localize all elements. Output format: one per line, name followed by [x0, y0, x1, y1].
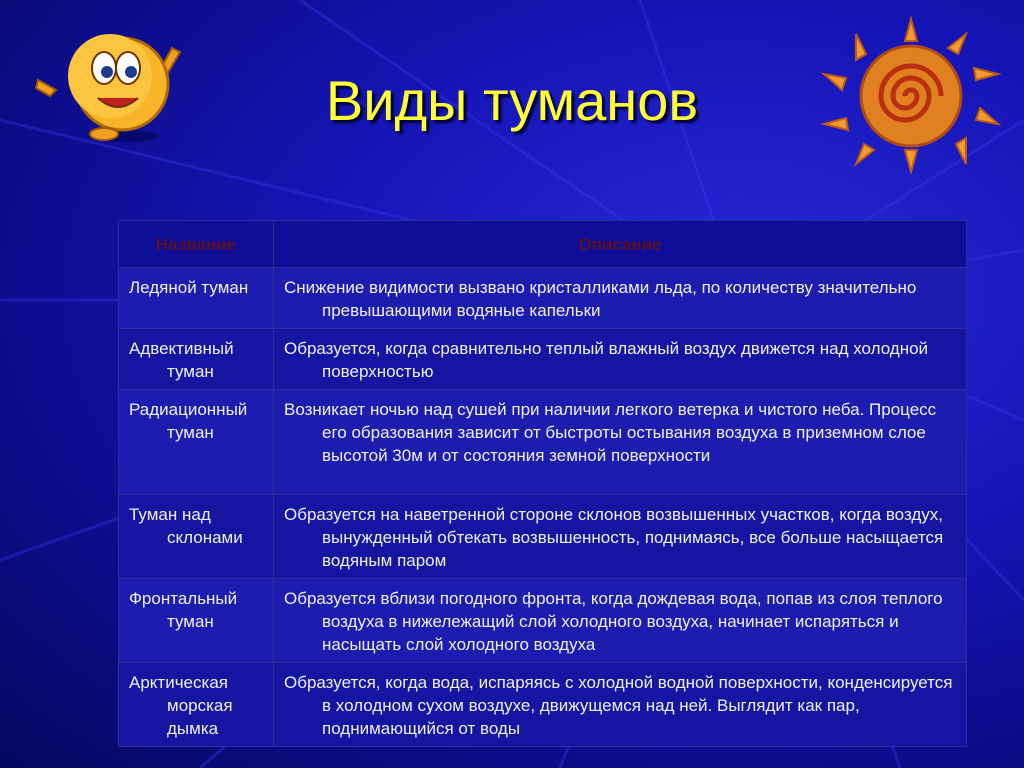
- table-row: [119, 329, 967, 390]
- fog-name-text: Арктическая морская дымка: [129, 673, 233, 738]
- fog-description-text: Возникает ночью над сушей при наличии легкого ветерка и чистого неба. Процесс его образования зависит от быстроты остывания воздуха в приземном слое высотой 30м и от состояния земной поверхности: [284, 400, 937, 465]
- table-header-row: [119, 221, 967, 268]
- fog-name: [119, 268, 274, 329]
- fog-name: [119, 495, 274, 579]
- fog-name: [119, 390, 274, 495]
- fog-name-text: Туман над склонами: [129, 505, 243, 547]
- fog-description-text: Образуется вблизи погодного фронта, когда дождевая вода, попав из слоя теплого воздуха в нижележащий слой холодного воздуха, начинает испаряться и насыщать слой холодного воздуха: [284, 589, 943, 654]
- fog-description: [274, 390, 967, 495]
- fog-description: [274, 268, 967, 329]
- fog-description-text: Образуется на наветренной стороне склонов возвышенных участков, когда воздух, вынужденный обтекать возвышенность, поднимаясь, все больше насыщается водяным паром: [284, 505, 944, 570]
- table-row: [119, 268, 967, 329]
- slide-title: Виды туманов: [325, 69, 699, 132]
- fog-name-text: Радиационный туман: [129, 400, 248, 442]
- table-row: [119, 579, 967, 663]
- fog-description: [274, 495, 967, 579]
- fog-description: [274, 579, 967, 663]
- fog-description-text: Образуется, когда вода, испаряясь с холодной водной поверхности, конденсируется в холодном сухом воздухе, движущемся над ней. Выглядит как пар, поднимающийся от воды: [284, 673, 953, 738]
- fog-description-text: Снижение видимости вызвано кристалликами льда, по количеству значительно превышающими водяные капельки: [284, 278, 917, 320]
- fog-name-text: Ледяной туман: [129, 278, 249, 297]
- fog-description: [274, 663, 967, 747]
- header-description: Описание: [274, 221, 967, 268]
- fog-description-text: Образуется, когда сравнительно теплый влажный воздух движется над холодной поверхностью: [284, 339, 929, 381]
- table-row: [119, 390, 967, 495]
- table-row: [119, 663, 967, 747]
- fog-types-table: [118, 220, 967, 747]
- fog-name: [119, 329, 274, 390]
- fog-name: [119, 579, 274, 663]
- fog-name-text: Адвективный туман: [129, 339, 234, 381]
- header-name: Название: [119, 221, 274, 268]
- table-row: [119, 495, 967, 579]
- fog-name: [119, 663, 274, 747]
- fog-name-text: Фронтальный туман: [129, 589, 238, 631]
- fog-description: [274, 329, 967, 390]
